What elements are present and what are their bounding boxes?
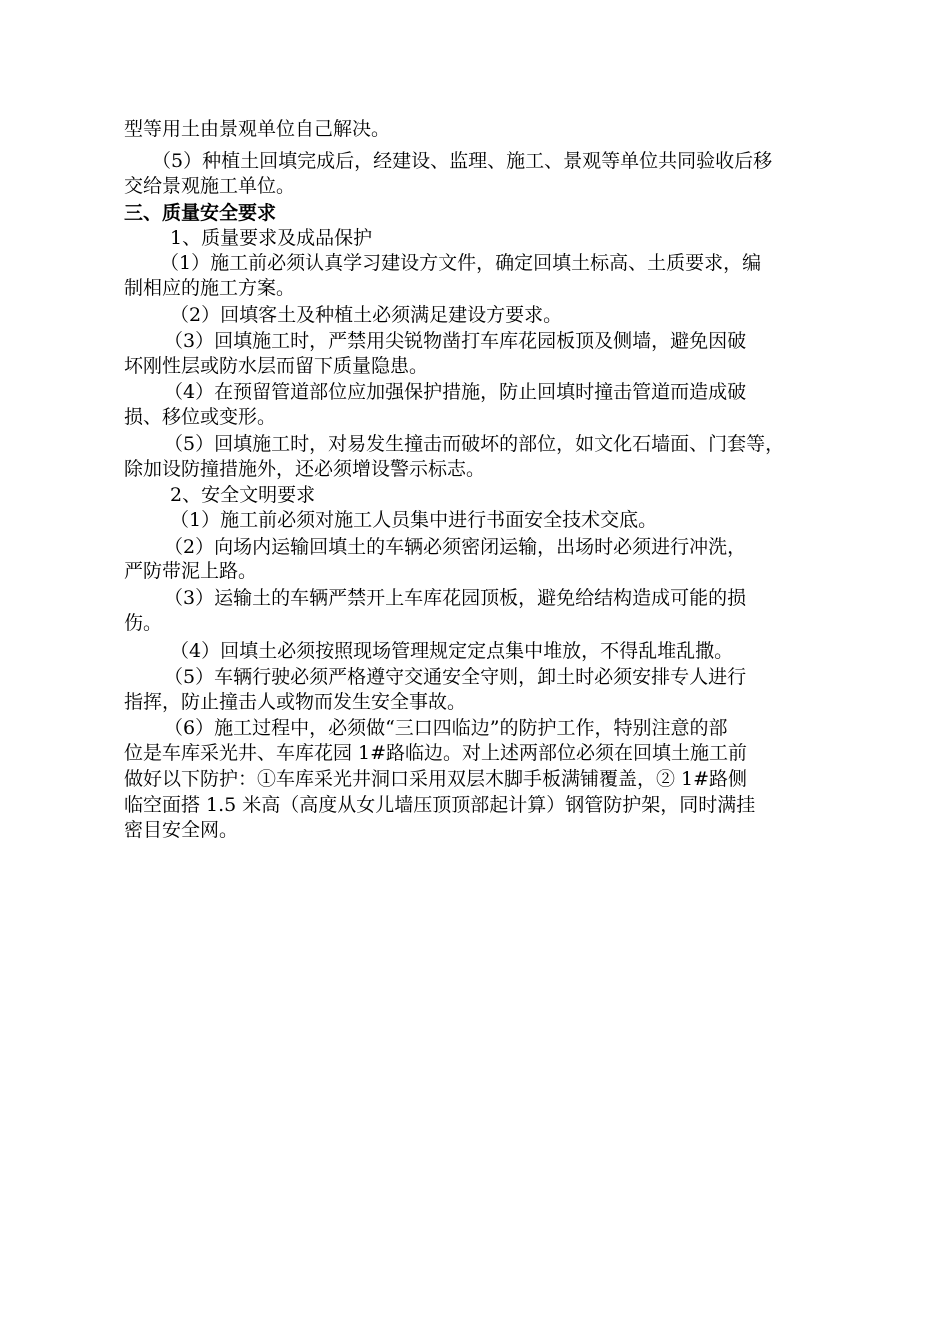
subsection-heading: 2、安全文明要求: [170, 484, 316, 506]
paragraph-line: （5）回填施工时，对易发生撞击而破坏的部位，如文化石墙面、门套等，: [164, 433, 785, 455]
paragraph-line: （4）在预留管道部位应加强保护措施，防止回填时撞击管道而造成破: [164, 381, 747, 403]
paragraph-line: 制相应的施工方案。: [124, 277, 296, 299]
paragraph-line: （1）施工前必须认真学习建设方文件，确定回填土标高、土质要求，编: [160, 252, 762, 274]
paragraph-line: （4）回填土必须按照现场管理规定定点集中堆放，不得乱堆乱撒。: [170, 640, 734, 662]
paragraph-line: （2）回填客土及种植土必须满足建设方要求。: [170, 304, 563, 326]
paragraph-line: 交给景观施工单位。: [124, 175, 296, 197]
paragraph-line: 临空面搭 1.5 米高（高度从女儿墙压顶顶部起计算）钢管防护架，同时满挂: [124, 794, 756, 816]
subsection-heading: 1、质量要求及成品保护: [170, 227, 373, 249]
paragraph-line: （3）运输土的车辆严禁开上车库花园顶板，避免给结构造成可能的损: [164, 587, 747, 609]
paragraph-line: 伤。: [124, 612, 163, 634]
paragraph-line: （6）施工过程中，必须做“三口四临边”的防护工作，特别注意的部: [164, 717, 728, 739]
paragraph-line: 型等用土由景观单位自己解决。: [124, 118, 391, 140]
paragraph-line: 坏刚性层或防水层而留下质量隐患。: [124, 355, 429, 377]
paragraph-line: （5）车辆行驶必须严格遵守交通安全守则，卸土时必须安排专人进行: [164, 666, 747, 688]
paragraph-line: （1）施工前必须对施工人员集中进行书面安全技术交底。: [170, 509, 658, 531]
paragraph-line: 严防带泥上路。: [124, 560, 258, 582]
paragraph-line: 位是车库采光井、车库花园 1#路临边。对上述两部位必须在回填土施工前: [124, 742, 748, 764]
paragraph-line: 密目安全网。: [124, 819, 239, 841]
paragraph-line: （5）种植土回填完成后，经建设、监理、施工、景观等单位共同验收后移: [152, 150, 773, 172]
paragraph-line: 损、移位或变形。: [124, 406, 277, 428]
paragraph-line: 做好以下防护：①车库采光井洞口采用双层木脚手板满铺覆盖，② 1#路侧: [124, 768, 748, 790]
paragraph-line: 指挥，防止撞击人或物而发生安全事故。: [124, 691, 467, 713]
paragraph-line: 除加设防撞措施外，还必须增设警示标志。: [124, 458, 486, 480]
paragraph-line: （3）回填施工时，严禁用尖锐物凿打车库花园板顶及侧墙，避免因破: [164, 330, 747, 352]
section-heading: 三、质量安全要求: [124, 202, 277, 224]
paragraph-line: （2）向场内运输回填土的车辆必须密闭运输，出场时必须进行冲洗，: [164, 536, 747, 558]
